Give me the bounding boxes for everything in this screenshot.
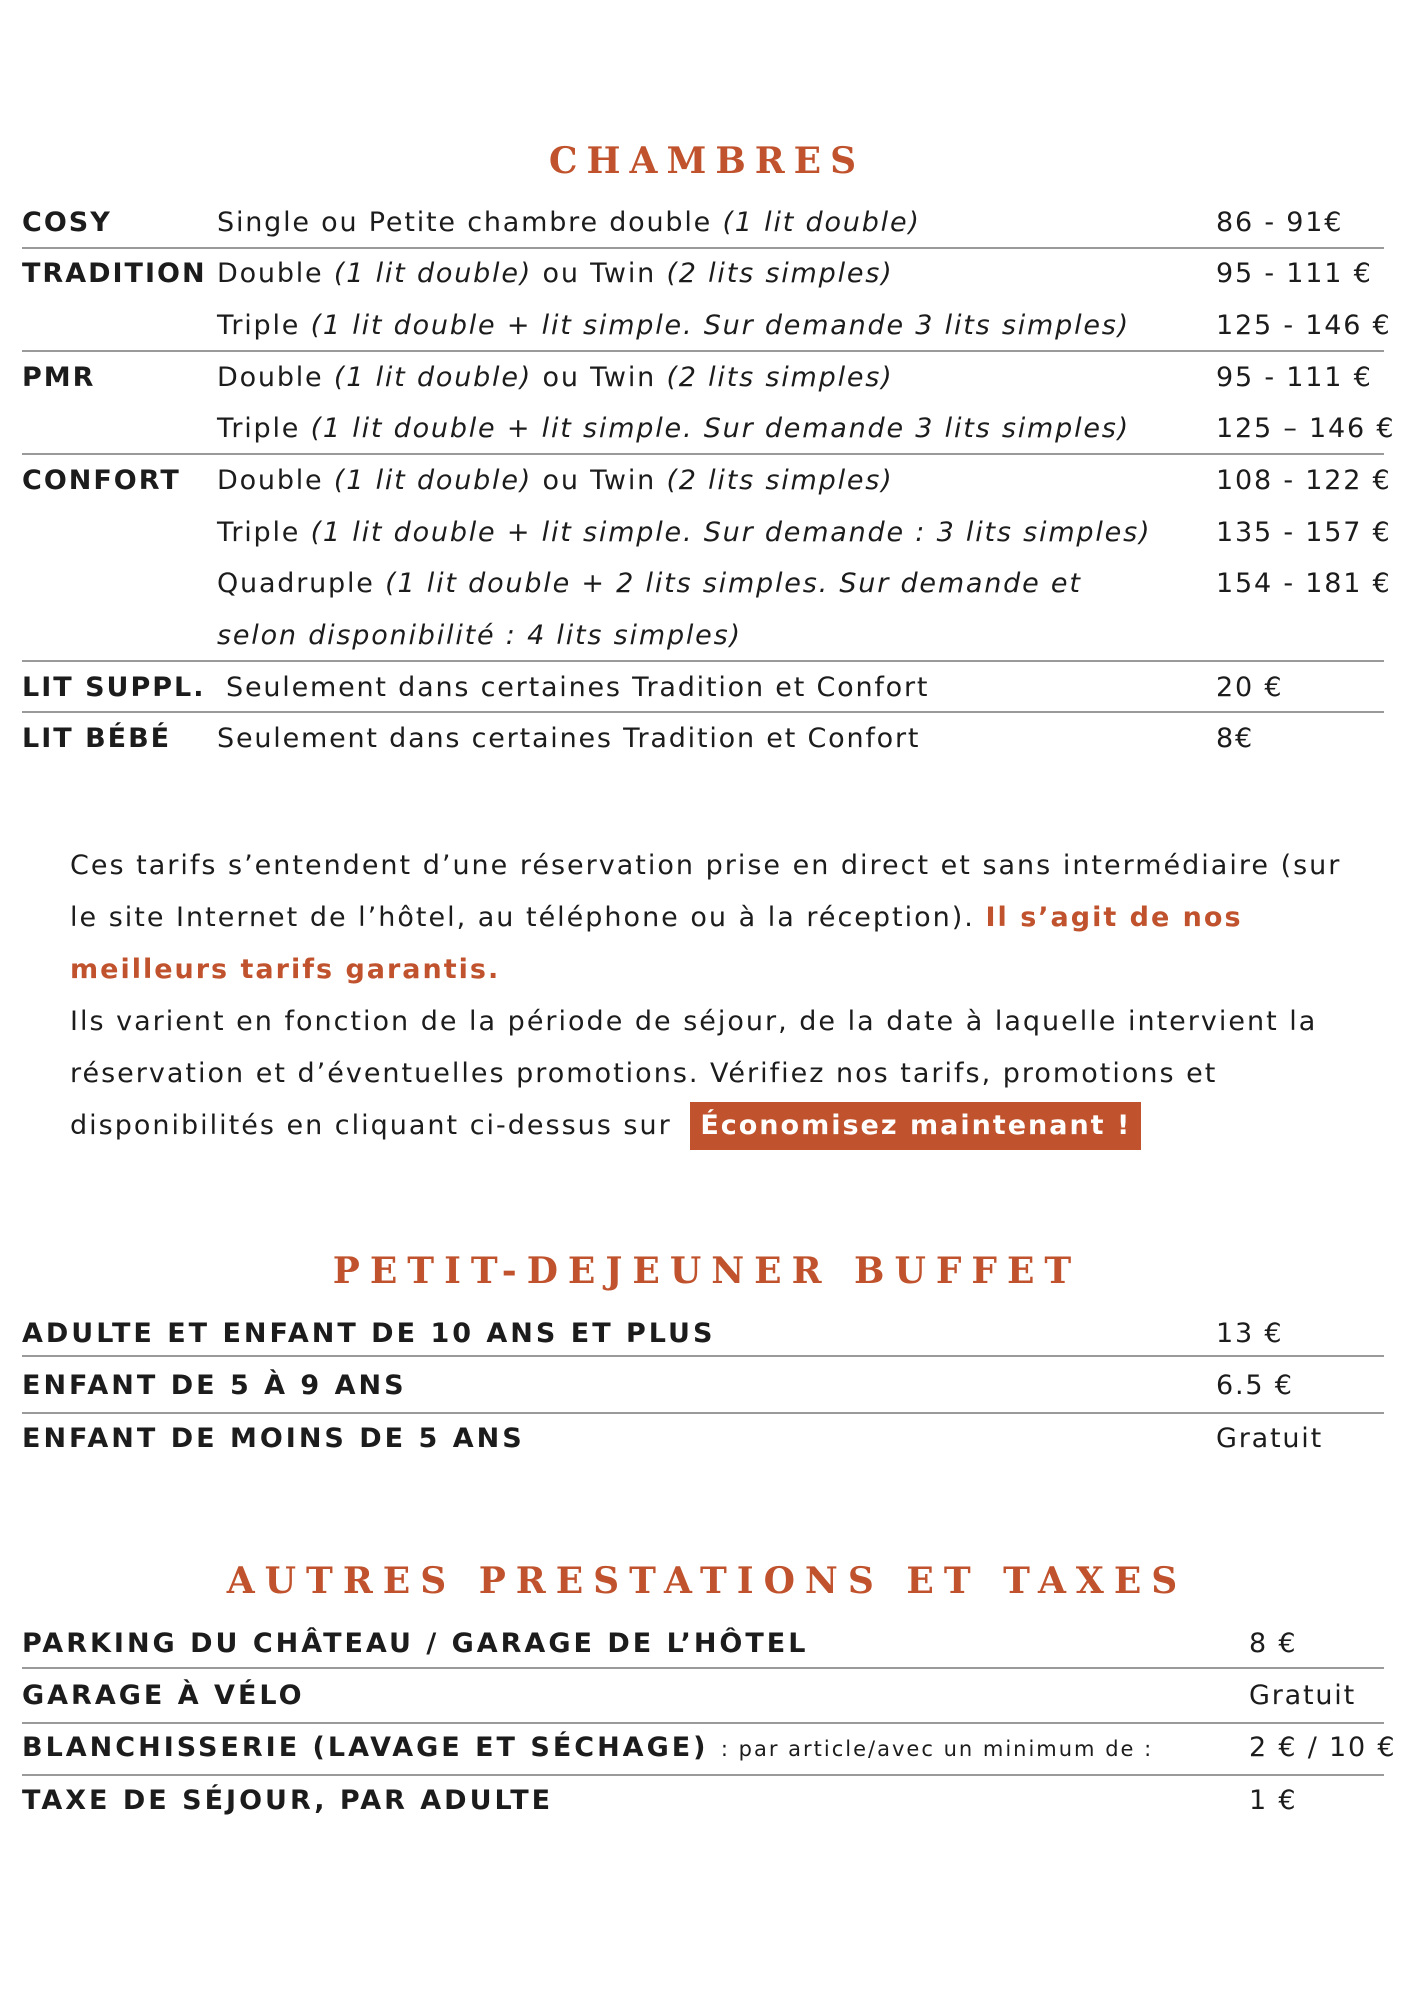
breakfast-price-adult: 13 € — [1216, 1318, 1284, 1349]
room-label-pmr: PMR — [22, 362, 96, 393]
service-label-laundry: BLANCHISSERIE (LAVAGE ET SÉCHAGE) : par article/avec un minimum de : — [22, 1732, 1154, 1763]
service-label-parking: PARKING DU CHÂTEAU / GARAGE DE L’HÔTEL — [22, 1628, 809, 1659]
divider — [22, 1774, 1384, 1776]
room-label-confort: CONFORT — [22, 465, 181, 496]
service-note-laundry: : par article/avec un minimum de : — [720, 1737, 1154, 1761]
economize-now-button[interactable]: Économisez maintenant ! — [690, 1102, 1141, 1150]
room-price-confort-double: 108 - 122 € — [1216, 465, 1392, 496]
room-desc-tradition-double: Double (1 lit double) ou Twin (2 lits simples) — [217, 258, 894, 289]
room-price-pmr-double: 95 - 111 € — [1216, 362, 1373, 393]
room-price-lit-bebe: 8€ — [1216, 723, 1254, 754]
divider — [22, 350, 1384, 352]
service-price-bike-garage: Gratuit — [1249, 1680, 1356, 1711]
breakfast-label-adult: ADULTE ET ENFANT DE 10 ANS ET PLUS — [22, 1318, 716, 1349]
room-desc-lit-bebe: Seulement dans certaines Tradition et Confort — [217, 723, 921, 754]
room-price-pmr-triple: 125 – 146 € — [1216, 413, 1396, 444]
room-desc-pmr-triple: Triple (1 lit double + lit simple. Sur demande 3 lits simples) — [217, 413, 1131, 444]
breakfast-label-child-under-5: ENFANT DE MOINS DE 5 ANS — [22, 1423, 525, 1454]
service-price-tourist-tax: 1 € — [1249, 1785, 1298, 1816]
room-label-lit-bebe: LIT BÉBÉ — [22, 723, 172, 754]
room-price-tradition-triple: 125 - 146 € — [1216, 310, 1392, 341]
room-desc-confort-quadruple: Quadruple (1 lit double + 2 lits simples. Sur demande et — [217, 568, 1082, 599]
divider — [22, 1355, 1384, 1357]
service-label-bike-garage: GARAGE À VÉLO — [22, 1680, 305, 1711]
breakfast-price-child-5-9: 6.5 € — [1216, 1370, 1294, 1401]
room-label-lit-suppl: LIT SUPPL. — [22, 672, 206, 703]
divider — [22, 247, 1384, 249]
service-price-parking: 8 € — [1249, 1628, 1298, 1659]
room-price-lit-suppl: 20 € — [1216, 672, 1284, 703]
pricing-note — [70, 840, 1370, 1152]
room-desc-tradition-triple: Triple (1 lit double + lit simple. Sur demande 3 lits simples) — [217, 310, 1131, 341]
room-price-cosy: 86 - 91€ — [1216, 207, 1344, 238]
room-desc-confort-triple: Triple (1 lit double + lit simple. Sur demande : 3 lits simples) — [217, 517, 1152, 548]
breakfast-price-child-under-5: Gratuit — [1216, 1423, 1323, 1454]
note-line-2: (sur le site Internet de l’hôtel, au téléphone ou à la réception). — [70, 850, 1342, 933]
service-price-laundry: 2 € / 10 € — [1249, 1732, 1397, 1763]
divider — [22, 453, 1384, 455]
divider — [22, 1722, 1384, 1724]
room-price-confort-quadruple: 154 - 181 € — [1216, 568, 1392, 599]
divider — [22, 1412, 1384, 1414]
room-label-cosy: COSY — [22, 207, 112, 238]
section-title-chambres: CHAMBRES — [548, 140, 866, 182]
divider — [22, 711, 1384, 713]
section-title-autres: AUTRES PRESTATIONS ET TAXES — [226, 1560, 1188, 1602]
divider — [22, 660, 1384, 662]
room-price-tradition-double: 95 - 111 € — [1216, 258, 1373, 289]
room-desc-lit-suppl: Seulement dans certaines Tradition et Confort — [226, 672, 930, 703]
service-label-tourist-tax: TAXE DE SÉJOUR, PAR ADULTE — [22, 1785, 554, 1816]
room-desc-confort-double: Double (1 lit double) ou Twin (2 lits simples) — [217, 465, 894, 496]
note-line-3: Ils varient en fonction de la période de séjour, de la date à laquelle intervient la réservation et d’éventuelles promotions. Vérifiez nos tarifs, promotions et disponibilités en cliquant ci-dessus sur — [70, 1006, 1318, 1141]
room-desc-cosy: Single ou Petite chambre double (1 lit double) — [217, 207, 921, 238]
room-desc-pmr-double: Double (1 lit double) ou Twin (2 lits simples) — [217, 362, 894, 393]
note-highlight: Il s’agit de nos meilleurs tarifs garantis. — [70, 902, 1243, 985]
note-line-1: Ces tarifs s’entendent d’une réservation prise en direct et sans intermédiaire — [70, 850, 1270, 881]
breakfast-label-child-5-9: ENFANT DE 5 À 9 ANS — [22, 1370, 407, 1401]
room-desc-confort-quadruple-cont: selon disponibilité : 4 lits simples) — [217, 620, 742, 651]
room-label-tradition: TRADITION — [22, 258, 207, 289]
divider — [22, 1667, 1384, 1669]
section-title-petit-dejeuner: PETIT-DEJEUNER BUFFET — [332, 1250, 1082, 1292]
room-price-confort-triple: 135 - 157 € — [1216, 517, 1392, 548]
